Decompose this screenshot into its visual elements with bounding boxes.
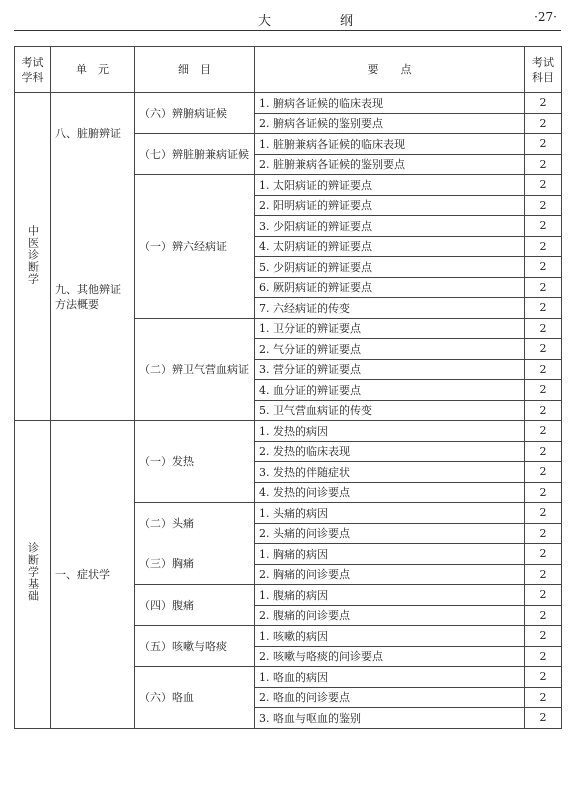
point-cell: 2. 腑病各证候的鉴别要点 — [255, 113, 525, 134]
year-cell: 2 — [525, 277, 562, 298]
point-cell: 2. 脏腑兼病各证候的鉴别要点 — [255, 154, 525, 175]
point-cell: 1. 卫分证的辨证要点 — [255, 318, 525, 339]
year-cell: 2 — [525, 626, 562, 647]
year-cell: 2 — [525, 605, 562, 626]
year-cell: 2 — [525, 216, 562, 237]
point-cell: 3. 发热的伴随症状 — [255, 462, 525, 483]
item-cell: （一）发热 — [135, 421, 255, 503]
point-cell: 2. 胸痛的问诊要点 — [255, 564, 525, 585]
year-cell: 2 — [525, 93, 562, 114]
point-cell: 1. 头痛的病因 — [255, 503, 525, 524]
year-cell: 2 — [525, 667, 562, 688]
point-cell: 3. 营分证的辨证要点 — [255, 359, 525, 380]
point-cell: 4. 太阴病证的辨证要点 — [255, 236, 525, 257]
item-cell: （六）辨腑病证候 — [135, 93, 255, 134]
header-points: 要 点 — [255, 47, 525, 93]
point-cell: 4. 发热的问诊要点 — [255, 482, 525, 503]
unit-cell — [51, 421, 135, 729]
table-header-row — [15, 47, 562, 93]
year-cell: 2 — [525, 482, 562, 503]
point-cell: 1. 脏腑兼病各证候的临床表现 — [255, 134, 525, 155]
year-cell: 2 — [525, 585, 562, 606]
unit-label: 一、症状学 — [55, 567, 110, 581]
subject-cell — [15, 93, 51, 421]
year-cell: 2 — [525, 175, 562, 196]
syllabus-table — [14, 46, 562, 729]
year-cell: 2 — [525, 236, 562, 257]
year-cell: 2 — [525, 503, 562, 524]
point-cell: 7. 六经病证的传变 — [255, 298, 525, 319]
year-cell: 2 — [525, 646, 562, 667]
point-cell: 5. 少阴病证的辨证要点 — [255, 257, 525, 278]
header-title: 大 纲 — [258, 14, 382, 29]
unit-label: 八、脏腑辨证 — [55, 127, 121, 141]
point-cell: 2. 咯血的问诊要点 — [255, 687, 525, 708]
point-cell: 2. 阳明病证的辨证要点 — [255, 195, 525, 216]
item-cell: （二）辨卫气营血病证 — [135, 318, 255, 421]
subject-cell — [15, 421, 51, 729]
point-cell: 1. 腑病各证候的临床表现 — [255, 93, 525, 114]
year-cell: 2 — [525, 708, 562, 729]
unit-cell — [51, 93, 135, 175]
point-cell: 5. 卫气营血病证的传变 — [255, 400, 525, 421]
point-cell: 3. 少阳病证的辨证要点 — [255, 216, 525, 237]
year-cell: 2 — [525, 441, 562, 462]
unit-label: 九、其他辨证方法概要 — [55, 283, 121, 312]
year-cell: 2 — [525, 400, 562, 421]
item-cell: （三）胸痛 — [135, 544, 255, 585]
year-cell: 2 — [525, 113, 562, 134]
point-cell: 1. 腹痛的病因 — [255, 585, 525, 606]
point-cell: 1. 咳嗽的病因 — [255, 626, 525, 647]
item-cell: （一）辨六经病证 — [135, 175, 255, 319]
year-cell: 2 — [525, 298, 562, 319]
year-cell: 2 — [525, 195, 562, 216]
item-cell: （二）头痛 — [135, 503, 255, 544]
header-item: 细 目 — [135, 47, 255, 93]
year-cell: 2 — [525, 339, 562, 360]
subject-label: 中医诊断学 — [26, 224, 40, 285]
point-cell: 1. 太阳病证的辨证要点 — [255, 175, 525, 196]
item-cell: （六）咯血 — [135, 667, 255, 729]
table-row — [15, 421, 562, 442]
point-cell: 2. 头痛的问诊要点 — [255, 523, 525, 544]
year-cell: 2 — [525, 318, 562, 339]
year-cell: 2 — [525, 134, 562, 155]
year-cell: 2 — [525, 544, 562, 565]
table-row — [15, 93, 562, 114]
point-cell: 2. 气分证的辨证要点 — [255, 339, 525, 360]
header-rule — [14, 30, 561, 31]
year-cell: 2 — [525, 154, 562, 175]
year-cell: 2 — [525, 462, 562, 483]
item-cell: （七）辨脏腑兼病证候 — [135, 134, 255, 175]
point-cell: 1. 发热的病因 — [255, 421, 525, 442]
year-cell: 2 — [525, 380, 562, 401]
year-cell: 2 — [525, 257, 562, 278]
point-cell: 6. 厥阴病证的辨证要点 — [255, 277, 525, 298]
year-cell: 2 — [525, 523, 562, 544]
point-cell: 4. 血分证的辨证要点 — [255, 380, 525, 401]
point-cell: 2. 咳嗽与咯痰的问诊要点 — [255, 646, 525, 667]
header-subject: 考试学科 — [15, 47, 51, 93]
item-cell: （五）咳嗽与咯痰 — [135, 626, 255, 667]
year-cell: 2 — [525, 564, 562, 585]
point-cell: 3. 咯血与呕血的鉴别 — [255, 708, 525, 729]
year-cell: 2 — [525, 421, 562, 442]
table-row — [15, 175, 562, 196]
point-cell: 2. 发热的临床表现 — [255, 441, 525, 462]
header-years: 考试科目 — [525, 47, 562, 93]
unit-cell — [51, 175, 135, 421]
point-cell: 1. 胸痛的病因 — [255, 544, 525, 565]
point-cell: 1. 咯血的病因 — [255, 667, 525, 688]
point-cell: 2. 腹痛的问诊要点 — [255, 605, 525, 626]
page-header — [0, 4, 575, 30]
header-unit: 单 元 — [51, 47, 135, 93]
page-number: ·27· — [534, 10, 557, 24]
item-cell: （四）腹痛 — [135, 585, 255, 626]
year-cell: 2 — [525, 687, 562, 708]
year-cell: 2 — [525, 359, 562, 380]
subject-label: 诊断学基础 — [26, 542, 40, 603]
